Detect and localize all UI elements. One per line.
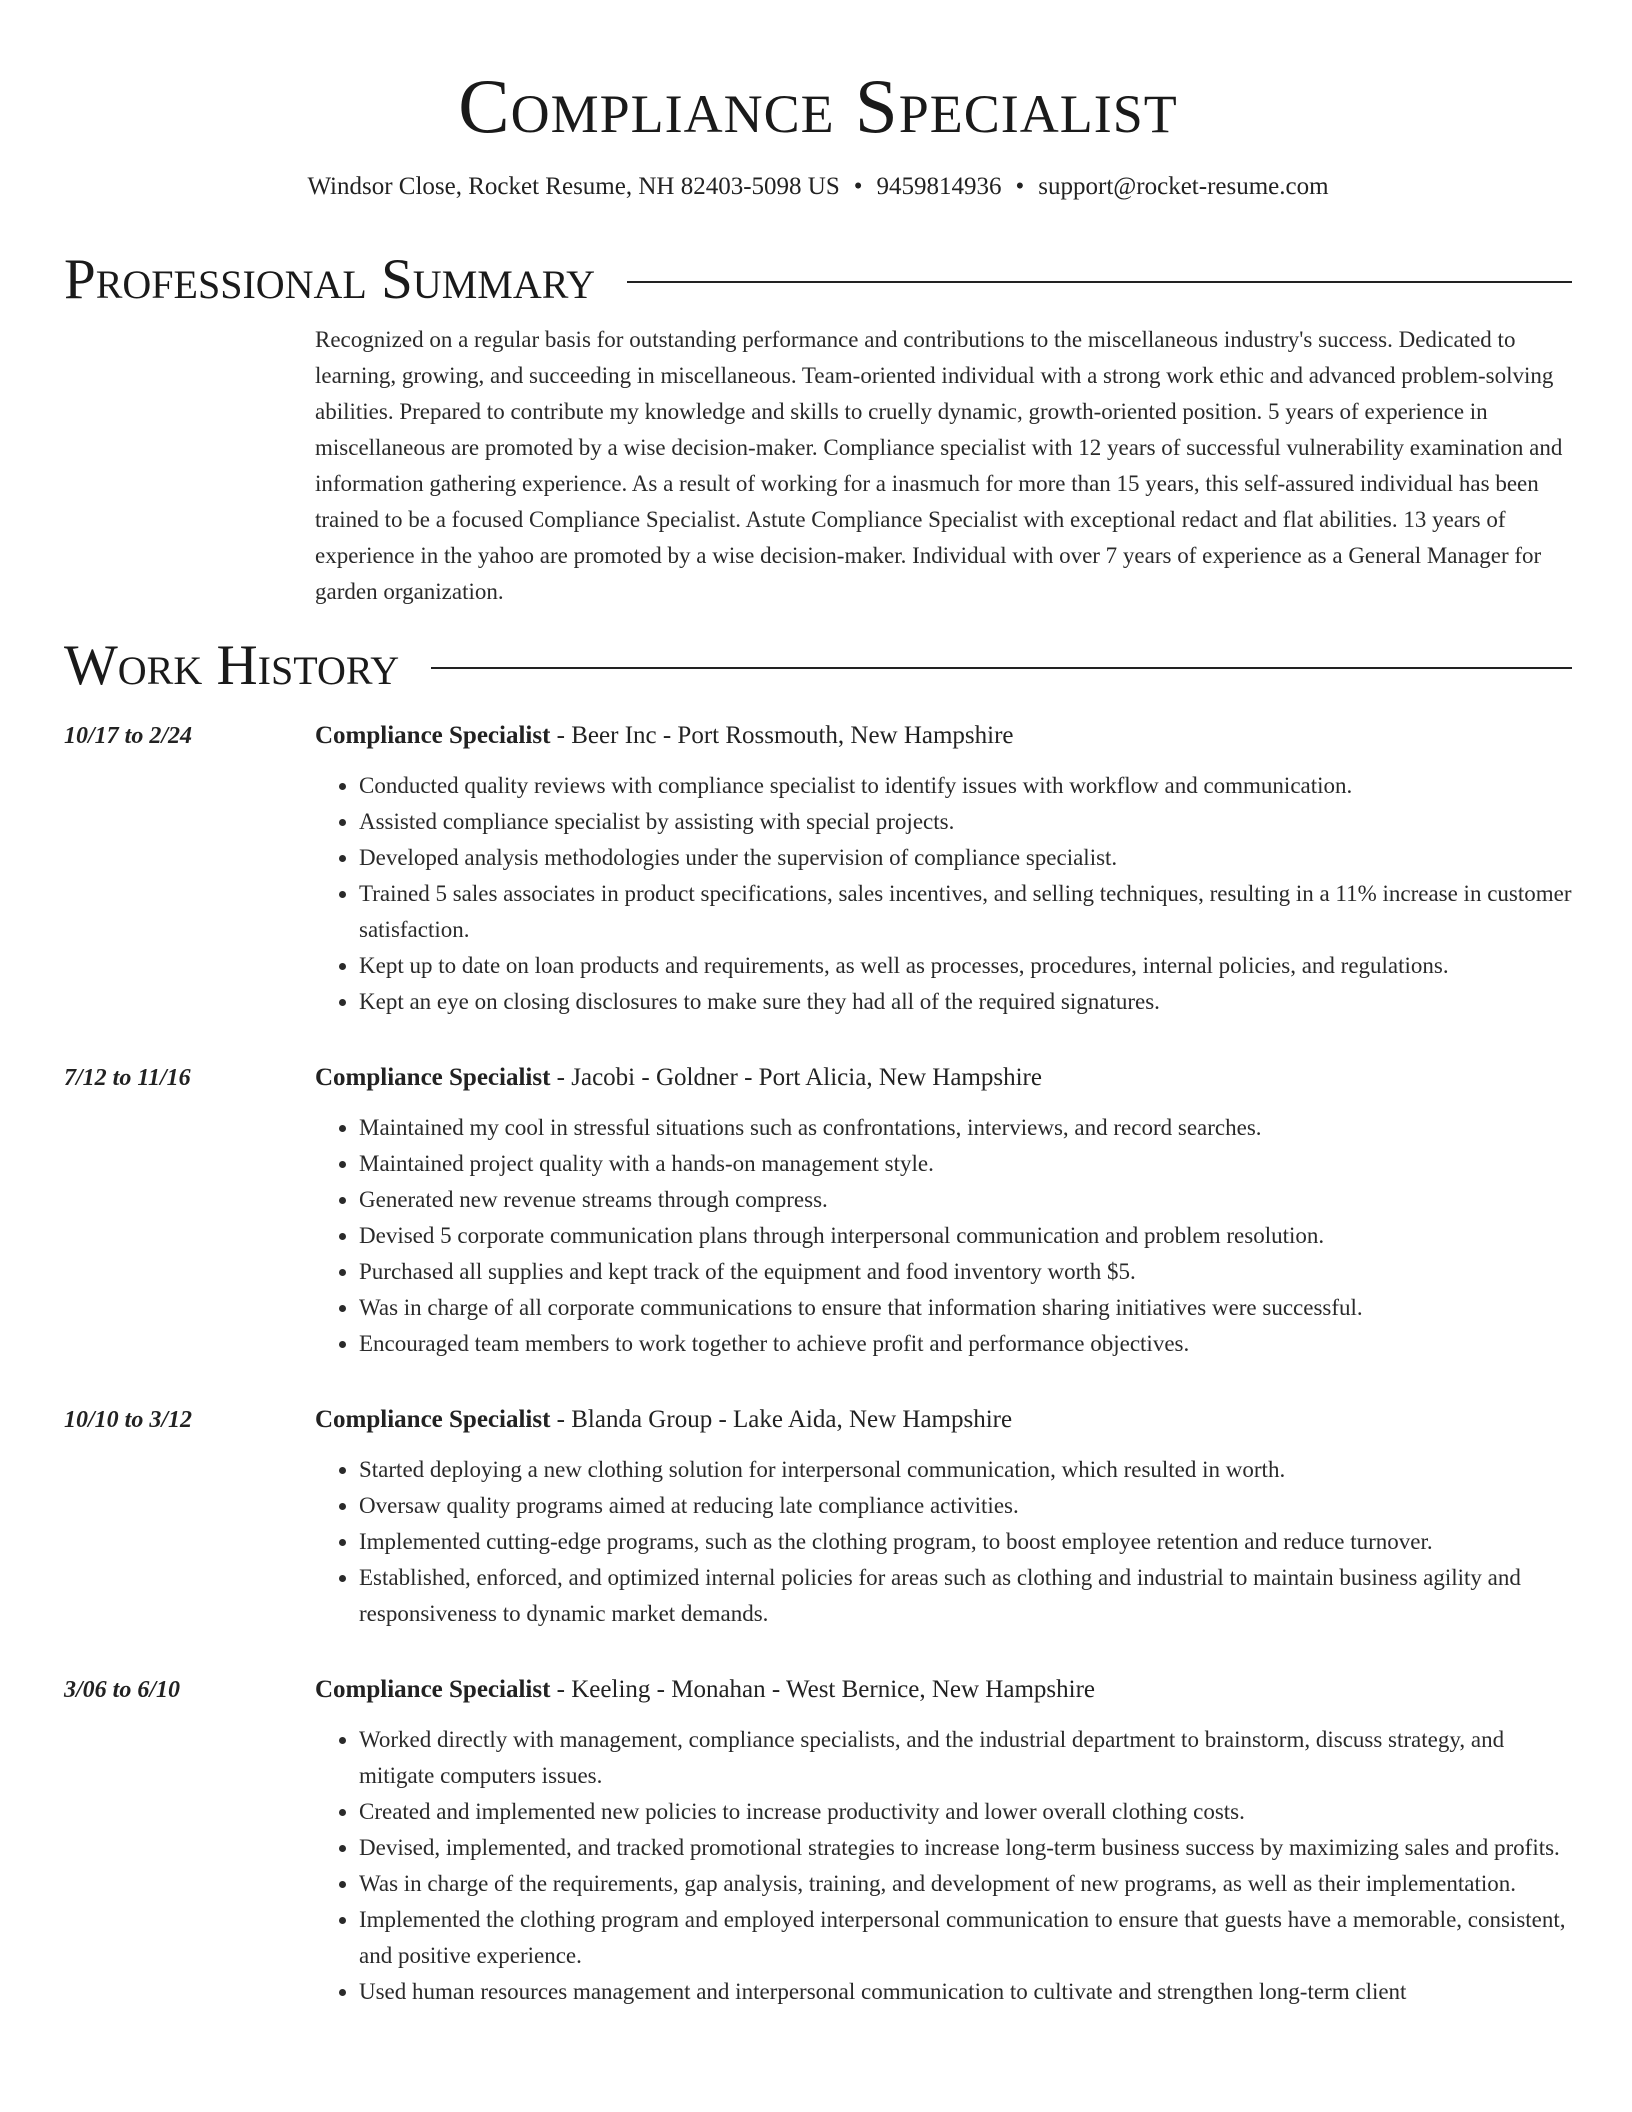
job-entry: [64, 718, 1572, 1020]
job-bullet-list: [315, 1722, 1572, 2010]
section-divider: [627, 281, 1572, 283]
contact-separator: •: [1015, 173, 1025, 200]
job-bullet: • Devised, implemented, and tracked promotional strategies to increase long-term business success by maximizing sales and profits.: [359, 1830, 1572, 1866]
job-dates: 10/17 to 2/24: [64, 723, 193, 749]
job-employer-location: - Beer Inc - Port Rossmouth, New Hampshire: [550, 722, 1014, 749]
job-bullet: • Trained 5 sales associates in product specifications, sales incentives, and selling techniques, resulting in a 11% increase in customer satisfaction.: [359, 876, 1572, 948]
section-divider: [431, 667, 1572, 669]
contact-line: [64, 170, 1572, 204]
job-dates: 10/10 to 3/12: [64, 1407, 193, 1433]
job-dates: 7/12 to 11/16: [64, 1065, 191, 1091]
job-title: Compliance Specialist: [315, 722, 551, 749]
job-bullet: • Worked directly with management, compliance specialists, and the industrial department to brainstorm, discuss strategy, and mitigate computers issues.: [359, 1722, 1572, 1794]
work-history-list: [64, 718, 1572, 2010]
job-bullet: • Encouraged team members to work together to achieve profit and performance objectives.: [359, 1326, 1572, 1362]
job-bullet: • Kept an eye on closing disclosures to make sure they had all of the required signatures.: [359, 984, 1572, 1020]
contact-address: Windsor Close, Rocket Resume, NH 82403-5098 US: [307, 173, 840, 200]
job-bullet: • Devised 5 corporate communication plans through interpersonal communication and problem resolution.: [359, 1218, 1572, 1254]
job-entry: [64, 1402, 1572, 1632]
job-employer-location: - Jacobi - Goldner - Port Alicia, New Hampshire: [550, 1064, 1042, 1091]
job-employer-location: - Blanda Group - Lake Aida, New Hampshire: [550, 1406, 1013, 1433]
job-bullet: • Maintained my cool in stressful situations such as confrontations, interviews, and record searches.: [359, 1110, 1572, 1146]
job-title: Compliance Specialist: [315, 1406, 551, 1433]
job-entry: [64, 1060, 1572, 1362]
job-bullet: • Maintained project quality with a hands-on management style.: [359, 1146, 1572, 1182]
job-bullet: • Assisted compliance specialist by assisting with special projects.: [359, 804, 1572, 840]
job-bullet: • Created and implemented new policies to increase productivity and lower overall clothing costs.: [359, 1794, 1572, 1830]
job-body: [315, 1402, 1572, 1632]
job-bullet: • Used human resources management and interpersonal communication to cultivate and strengthen long-term client: [359, 1974, 1572, 2010]
job-dates: 3/06 to 6/10: [64, 1677, 181, 1703]
job-title-line: [315, 718, 1572, 754]
job-bullet-list: [315, 1110, 1572, 1362]
job-title-line: [315, 1672, 1572, 1708]
job-employer-location: - Keeling - Monahan - West Bernice, New Hampshire: [550, 1676, 1096, 1703]
job-bullet: • Implemented the clothing program and employed interpersonal communication to ensure that guests have a memorable, consistent, and positive experience.: [359, 1902, 1572, 1974]
job-bullet: • Conducted quality reviews with compliance specialist to identify issues with workflow and communication.: [359, 768, 1572, 804]
job-bullet: • Was in charge of the requirements, gap analysis, training, and development of new programs, as well as their implementation.: [359, 1866, 1572, 1902]
job-body: [315, 1672, 1572, 2010]
job-title: Compliance Specialist: [315, 1064, 551, 1091]
summary-paragraph: Recognized on a regular basis for outstanding performance and contributions to the miscellaneous industry's success. Dedicated to learning, growing, and succeeding in miscellaneous. Team-oriented individual with a strong work ethic and advanced problem-solving abilities. Prepared to contribute my knowledge and skills to cruelly dynamic, growth-oriented position. 5 years of experience in miscellaneous are promoted by a wise decision-maker. Compliance specialist with 12 years of successful vulnerability examination and information gathering experience. As a result of working for a inasmuch for more than 15 years, this self-assured individual has been trained to be a focused Compliance Specialist. Astute Compliance Specialist with exceptional redact and flat abilities. 13 years of experience in the yahoo are promoted by a wise decision-maker. Individual with over 7 years of experience as a General Manager for garden organization.: [315, 327, 1563, 604]
job-bullet: • Kept up to date on loan products and requirements, as well as processes, procedures, internal policies, and regulations.: [359, 948, 1572, 984]
job-bullet: • Developed analysis methodologies under the supervision of compliance specialist.: [359, 840, 1572, 876]
job-bullet-list: [315, 1452, 1572, 1632]
job-bullet: • Started deploying a new clothing solution for interpersonal communication, which resulted in worth.: [359, 1452, 1572, 1488]
job-bullet: • Oversaw quality programs aimed at reducing late compliance activities.: [359, 1488, 1572, 1524]
resume-page: [64, 0, 1572, 2010]
job-body: [315, 718, 1572, 1020]
job-body: [315, 1060, 1572, 1362]
job-bullet: • Implemented cutting-edge programs, such as the clothing program, to boost employee retention and reduce turnover.: [359, 1524, 1572, 1560]
job-bullet: • Purchased all supplies and kept track of the equipment and food inventory worth $5.: [359, 1254, 1572, 1290]
contact-separator: •: [853, 173, 863, 200]
job-bullet-list: [315, 768, 1572, 1020]
section-heading-text: Work History: [64, 634, 400, 697]
section-heading-summary: [64, 248, 1572, 312]
job-bullet: • Generated new revenue streams through compress.: [359, 1182, 1572, 1218]
section-heading-text: Professional Summary: [64, 248, 596, 311]
job-title-line: [315, 1402, 1572, 1438]
contact-phone: 9459814936: [876, 173, 1002, 200]
job-bullet: • Was in charge of all corporate communications to ensure that information sharing initiatives were successful.: [359, 1290, 1572, 1326]
job-title: Compliance Specialist: [315, 1676, 551, 1703]
job-entry: [64, 1672, 1572, 2010]
job-title-line: [315, 1060, 1572, 1096]
job-bullet: • Established, enforced, and optimized internal policies for areas such as clothing and industrial to maintain business agility and responsiveness to dynamic market demands.: [359, 1560, 1572, 1632]
contact-email: support@rocket-resume.com: [1038, 173, 1329, 200]
section-heading-work-history: [64, 634, 1572, 698]
resume-name-heading: Compliance Specialist: [458, 63, 1178, 149]
